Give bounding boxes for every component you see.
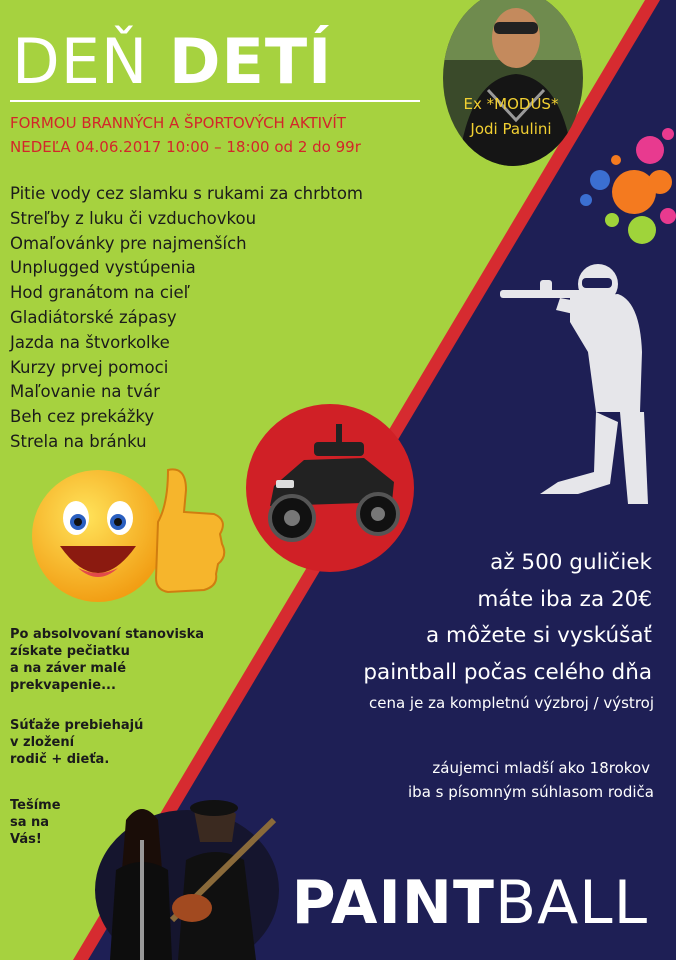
teams-note bbox=[10, 717, 143, 768]
age-note-2: iba s písomným súhlasom rodiča bbox=[408, 783, 654, 801]
guest-photo bbox=[438, 0, 588, 168]
guest-label-1: Ex *MODUS* bbox=[463, 95, 559, 113]
list-item: Maľovanie na tvár bbox=[10, 382, 160, 402]
brand-bold: PAINT bbox=[291, 868, 495, 938]
list-item: Beh cez prekážky bbox=[10, 407, 155, 427]
note-line: získate pečiatku bbox=[10, 644, 130, 659]
note-line: Súťaže prebiehajú bbox=[10, 718, 144, 733]
list-item: Gladiátorské zápasy bbox=[10, 307, 177, 327]
goodbye-note bbox=[10, 797, 61, 848]
brand-light: BALL bbox=[494, 868, 648, 938]
paint-splatter-icon bbox=[572, 120, 676, 260]
note-line: Vás! bbox=[10, 832, 42, 847]
note-line: rodič + dieťa. bbox=[10, 752, 110, 767]
musicians-photo bbox=[92, 780, 282, 960]
quad-bike-icon bbox=[244, 402, 416, 574]
thumbs-up-smiley-icon bbox=[28, 460, 230, 610]
date-line: NEDEĽA 04.06.2017 10:00 – 18:00 od 2 do 99r bbox=[10, 138, 361, 156]
promo-line-2: máte iba za 20€ bbox=[477, 587, 652, 612]
list-item: Unplugged vystúpenia bbox=[10, 258, 196, 278]
note-line: a na záver malé bbox=[10, 661, 127, 676]
list-item: Streľby z luku či vzduchovkou bbox=[10, 208, 257, 228]
promo-price-note: cena je za kompletnú výzbroj / výstroj bbox=[368, 694, 654, 712]
note-line: prekvapenie... bbox=[10, 678, 116, 693]
title-light: DEŇ bbox=[12, 25, 149, 98]
list-item: Kurzy prvej pomoci bbox=[10, 357, 169, 377]
paintball-player-icon bbox=[500, 262, 660, 512]
promo-line-1: až 500 guličiek bbox=[490, 550, 652, 575]
note-line: sa na bbox=[10, 815, 50, 830]
title-divider bbox=[10, 100, 420, 102]
stamp-note bbox=[10, 626, 204, 694]
note-line: v zložení bbox=[10, 735, 75, 750]
paintball-logo bbox=[292, 868, 648, 938]
promo-line-3: a môžete si vyskúšať bbox=[426, 623, 652, 648]
note-line: Po absolvovaní stanoviska bbox=[10, 627, 205, 642]
age-note-1: záujemci mladší ako 18rokov bbox=[432, 759, 650, 777]
list-item: Jazda na štvorkolke bbox=[10, 332, 170, 352]
list-item: Pitie vody cez slamku s rukami za chrbtom bbox=[10, 184, 364, 203]
list-item: Omaľovánky pre najmenších bbox=[10, 233, 247, 253]
promo-line-4: paintball počas celého dňa bbox=[363, 660, 652, 685]
page-title bbox=[12, 22, 332, 102]
list-item: Hod granátom na cieľ bbox=[10, 283, 190, 303]
guest-label-2: Jodi Paulini bbox=[470, 120, 552, 138]
subtitle: FORMOU BRANNÝCH A ŠPORTOVÝCH AKTIVÍT bbox=[10, 114, 346, 132]
note-line: Tešíme bbox=[10, 798, 61, 813]
list-item: Strela na bránku bbox=[10, 431, 147, 451]
title-bold: DETÍ bbox=[169, 25, 333, 98]
